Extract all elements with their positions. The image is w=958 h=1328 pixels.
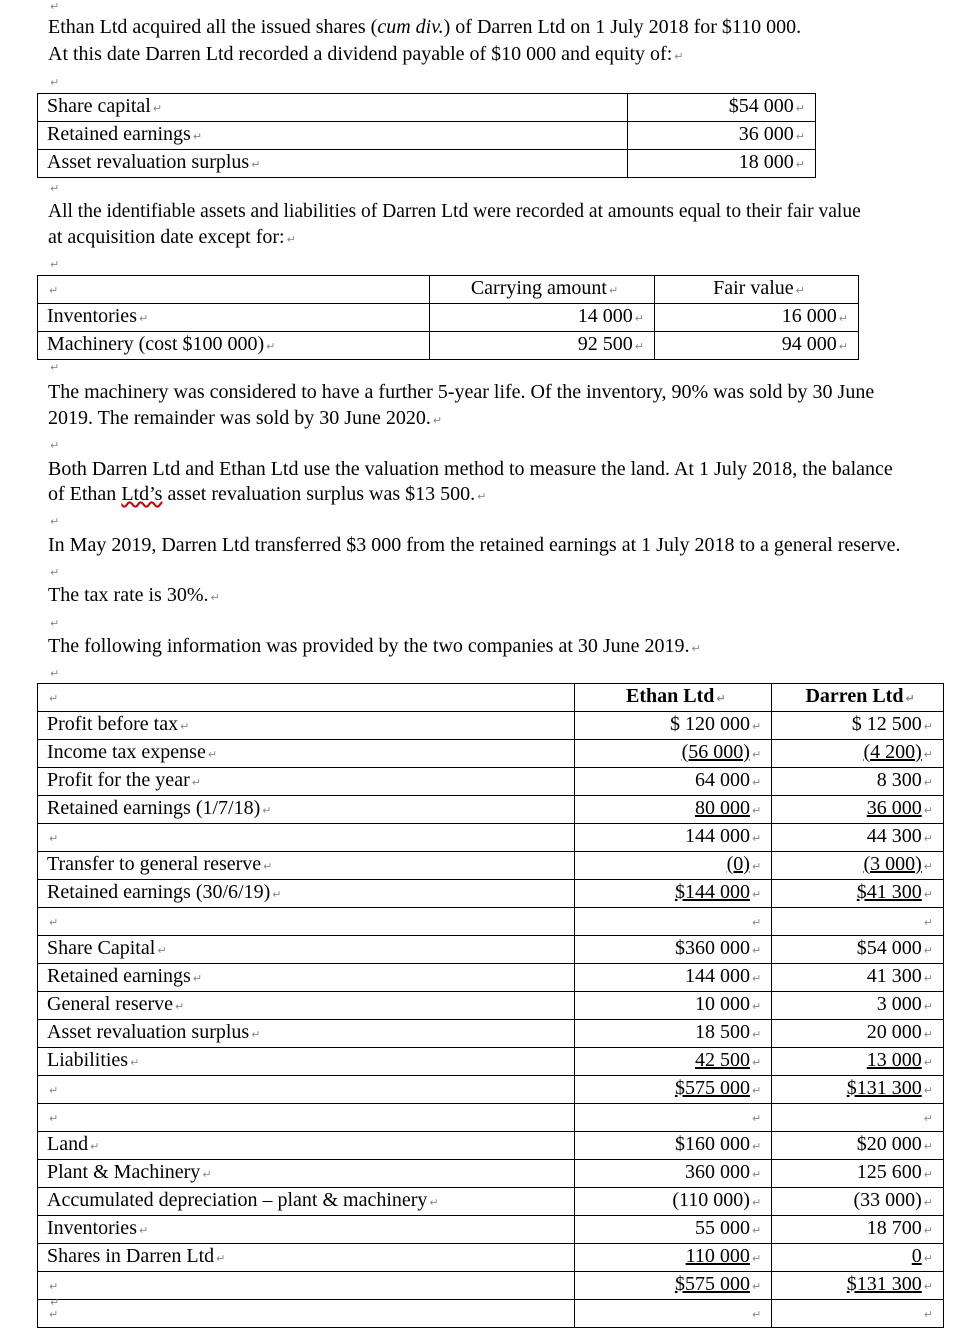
cell-mark: ↵: [49, 832, 59, 845]
cell-mark: ↵: [838, 340, 848, 353]
ethan-value-text: $575 000: [674, 1077, 750, 1099]
darren-value: [772, 712, 944, 740]
header-fair: [655, 276, 859, 304]
equity-label-text: Share capital: [47, 95, 151, 117]
header-carrying-text: Carrying amount: [470, 277, 607, 299]
darren-value: [772, 1076, 944, 1104]
row-label-text: Retained earnings (30/6/19): [47, 881, 271, 903]
fair-value-text-1: All the identifiable assets and liabilities of Darren Ltd were recorded at amounts equal to their fair value: [48, 201, 861, 222]
ethan-value-text: 80 000: [694, 797, 750, 819]
fv-carrying-text: 14 000: [577, 305, 633, 327]
table-row: [38, 824, 944, 852]
row-label: [38, 1216, 575, 1244]
table-row: [38, 852, 944, 880]
cell-mark: ↵: [49, 916, 59, 929]
cell-mark: ↵: [751, 748, 762, 761]
table-row: [38, 964, 944, 992]
transfer-text: In May 2019, Darren Ltd transferred $3 000 from the retained earnings at 1 July 2018 to a general reserve.: [48, 534, 901, 556]
darren-value-text: (33 000): [853, 1189, 922, 1211]
ethan-value: [575, 796, 772, 824]
cell-mark: ↵: [49, 284, 59, 297]
darren-value-text: $20 000: [856, 1133, 922, 1155]
ethan-value-text: $575 000: [674, 1273, 750, 1295]
darren-value: [772, 1244, 944, 1272]
fv-fair: [655, 332, 859, 360]
header-blank: [38, 276, 430, 304]
darren-value: [772, 768, 944, 796]
paragraph-mark: ↵: [50, 617, 60, 630]
row-label-text: Share Capital: [47, 937, 156, 959]
ethan-value-text: $144 000: [674, 881, 750, 903]
blank-cell: [772, 1300, 944, 1328]
ethan-value: [575, 1216, 772, 1244]
financial-table: [37, 683, 944, 1328]
darren-value-text: 44 300: [866, 825, 922, 847]
table-header-row: [38, 276, 859, 304]
ethan-value: [575, 936, 772, 964]
equity-table: [37, 93, 816, 178]
table-row: [38, 150, 816, 178]
paragraph-mark: ↵: [50, 76, 60, 89]
darren-value: [772, 824, 944, 852]
ethan-value-text: (110 000): [672, 1189, 750, 1211]
header-carrying: [430, 276, 655, 304]
row-label: [38, 964, 575, 992]
darren-value-text: 0: [911, 1245, 922, 1267]
paragraph-mark: ↵: [50, 258, 60, 271]
equity-value-text: 18 000: [738, 151, 794, 173]
table-row: [38, 1160, 944, 1188]
fair-value-table: [37, 275, 859, 360]
cell-mark: ↵: [192, 972, 203, 985]
blank-cell: [38, 1300, 575, 1328]
cell-mark: ↵: [192, 130, 203, 143]
cell-mark: ↵: [923, 1224, 933, 1237]
cell-mark: ↵: [191, 776, 201, 789]
equity-value: [628, 94, 816, 122]
darren-value-text: 18 700: [866, 1217, 922, 1239]
cell-mark: ↵: [751, 720, 762, 733]
darren-value-text: 125 600: [856, 1161, 922, 1183]
cell-mark: ↵: [923, 1196, 933, 1209]
header-darren-text: Darren Ltd: [805, 685, 904, 707]
cell-mark: ↵: [138, 312, 149, 325]
row-label-text: Retained earnings: [47, 965, 191, 987]
machinery-text-1: The machinery was considered to have a further 5-year life. Of the inventory, 90% was sold by 30 June: [48, 381, 875, 403]
ethan-value: [575, 1272, 772, 1300]
table-row: [38, 1244, 944, 1272]
fv-fair-text: 94 000: [781, 333, 837, 355]
darren-value-text: $131 300: [846, 1273, 922, 1295]
ethan-value-text: $ 120 000: [669, 713, 750, 735]
equity-value-text: 36 000: [738, 123, 794, 145]
cell-mark: ↵: [175, 1000, 185, 1013]
paragraph-mark: ↵: [50, 566, 60, 579]
ethan-value-text: 110 000: [685, 1245, 750, 1267]
ethan-value: [575, 880, 772, 908]
row-label-text: Profit for the year: [47, 769, 190, 791]
cell-mark: ↵: [923, 1112, 933, 1125]
paragraph-mark: ↵: [50, 182, 60, 195]
row-label: [38, 1244, 575, 1272]
cell-mark: ↵: [923, 916, 933, 929]
ethan-value: [575, 1188, 772, 1216]
blank-cell: [772, 908, 944, 936]
ethan-value: [575, 852, 772, 880]
blank-cell: [38, 908, 575, 936]
cell-mark: ↵: [751, 1308, 762, 1321]
row-label-text: Plant & Machinery: [47, 1161, 201, 1183]
row-label-text: Income tax expense: [47, 741, 206, 763]
row-label: [38, 712, 575, 740]
cell-mark: ↵: [751, 1000, 762, 1013]
cell-mark: ↵: [923, 1028, 933, 1041]
ethan-value: [575, 1048, 772, 1076]
table-row: [38, 1076, 944, 1104]
cell-mark: ↵: [923, 1140, 933, 1153]
header-ethan-text: Ethan Ltd: [626, 685, 715, 707]
ethan-value-text: 144 000: [684, 825, 750, 847]
blank-cell: [772, 1104, 944, 1132]
row-label-text: Profit before tax: [47, 713, 179, 735]
cell-mark: ↵: [608, 284, 619, 297]
cell-mark: ↵: [751, 972, 762, 985]
darren-value: [772, 1020, 944, 1048]
cell-mark: ↵: [634, 340, 644, 353]
cell-mark: ↵: [138, 1224, 149, 1237]
cell-mark: ↵: [216, 1252, 226, 1265]
cell-mark: ↵: [272, 888, 282, 901]
cell-mark: ↵: [429, 1196, 439, 1209]
darren-value: [772, 992, 944, 1020]
cell-mark: ↵: [923, 1084, 933, 1097]
blank-cell: [575, 1104, 772, 1132]
darren-value-text: 8 300: [876, 769, 922, 791]
cell-mark: ↵: [795, 158, 805, 171]
cell-mark: ↵: [751, 860, 762, 873]
cell-mark: ↵: [49, 1084, 59, 1097]
cell-mark: ↵: [751, 1112, 762, 1125]
table-row: [38, 936, 944, 964]
cell-mark: ↵: [251, 158, 261, 171]
cell-mark: ↵: [180, 720, 190, 733]
paragraph-mark: ↵: [50, 1296, 60, 1309]
cell-mark: ↵: [751, 1028, 762, 1041]
ethan-value: [575, 1076, 772, 1104]
cell-mark: ↵: [751, 1168, 762, 1181]
cell-mark: ↵: [49, 1280, 59, 1293]
row-label: [38, 1048, 575, 1076]
darren-value: [772, 796, 944, 824]
ethan-value-text: $160 000: [674, 1133, 750, 1155]
cell-mark: ↵: [923, 1308, 933, 1321]
valuation-text-2: of Ethan Ltd’s asset revaluation surplus was $13 500. ↵: [48, 483, 487, 505]
cell-mark: ↵: [923, 972, 933, 985]
header-ethan: [575, 684, 772, 712]
fv-label: [38, 304, 430, 332]
cell-mark: ↵: [49, 692, 59, 705]
cell-mark: ↵: [751, 804, 762, 817]
ethan-value-text: 360 000: [684, 1161, 750, 1183]
table-row: [38, 796, 944, 824]
intro-line-1: Ethan Ltd acquired all the issued shares (cum div.) of Darren Ltd on 1 July 2018 for $110 000.: [48, 16, 802, 38]
darren-value: [772, 1132, 944, 1160]
paragraph-mark: ↵: [50, 515, 60, 528]
cell-mark: ↵: [751, 832, 762, 845]
fv-carrying: [430, 332, 655, 360]
cell-mark: ↵: [751, 1056, 762, 1069]
tax-text: The tax rate is 30%. ↵: [48, 584, 220, 606]
row-label: [38, 852, 575, 880]
cell-mark: ↵: [130, 1056, 140, 1069]
row-label-text: Retained earnings (1/7/18): [47, 797, 261, 819]
paragraph-mark: ↵: [50, 667, 60, 680]
row-label: [38, 1188, 575, 1216]
table-row: [38, 1132, 944, 1160]
equity-label: [38, 150, 628, 178]
fv-fair-text: 16 000: [781, 305, 837, 327]
cell-mark: ↵: [634, 312, 644, 325]
paragraph-mark: ↵: [50, 439, 60, 452]
ethan-value: [575, 992, 772, 1020]
fv-label-text: Inventories: [47, 305, 137, 327]
row-label: [38, 1076, 575, 1104]
table-row: [38, 332, 859, 360]
ethan-value: [575, 1132, 772, 1160]
darren-value-text: $131 300: [846, 1077, 922, 1099]
fv-fair: [655, 304, 859, 332]
darren-value: [772, 1188, 944, 1216]
intro-line-2: At this date Darren Ltd recorded a dividend payable of $10 000 and equity of: ↵: [48, 43, 684, 65]
row-label-text: Land: [47, 1133, 89, 1155]
darren-value: [772, 880, 944, 908]
cell-mark: ↵: [751, 1224, 762, 1237]
cell-mark: ↵: [923, 804, 933, 817]
table-row: [38, 1048, 944, 1076]
cell-mark: ↵: [202, 1168, 212, 1181]
table-row: [38, 1020, 944, 1048]
blank-cell: [38, 1104, 575, 1132]
darren-value: [772, 740, 944, 768]
row-label: [38, 992, 575, 1020]
table-row: [38, 768, 944, 796]
row-label: [38, 1272, 575, 1300]
row-label-text: Asset revaluation surplus: [47, 1021, 250, 1043]
machinery-text-2: 2019. The remainder was sold by 30 June 2020. ↵: [48, 407, 443, 429]
table-row: [38, 304, 859, 332]
cell-mark: ↵: [751, 1084, 762, 1097]
cell-mark: ↵: [923, 1252, 933, 1265]
darren-value: [772, 936, 944, 964]
ethan-value: [575, 712, 772, 740]
cell-mark: ↵: [751, 1280, 762, 1293]
cell-mark: ↵: [751, 1196, 762, 1209]
cell-mark: ↵: [157, 944, 167, 957]
row-label: [38, 1132, 575, 1160]
ethan-value: [575, 824, 772, 852]
cell-mark: ↵: [923, 776, 933, 789]
equity-label: [38, 94, 628, 122]
cell-mark: ↵: [923, 1056, 933, 1069]
cell-mark: ↵: [49, 1308, 59, 1321]
cell-mark: ↵: [207, 748, 218, 761]
cell-mark: ↵: [923, 748, 933, 761]
cell-mark: ↵: [838, 312, 848, 325]
fv-label-text: Machinery (cost $100 000): [47, 333, 265, 355]
darren-value: [772, 852, 944, 880]
ethan-value: [575, 740, 772, 768]
table-row: [38, 740, 944, 768]
ethan-value-text: 10 000: [694, 993, 750, 1015]
row-label: [38, 740, 575, 768]
cell-mark: ↵: [751, 1140, 762, 1153]
header-fair-text: Fair value: [713, 277, 794, 299]
ethan-value: [575, 964, 772, 992]
equity-label: [38, 122, 628, 150]
header-blank: [38, 684, 575, 712]
darren-value-text: 36 000: [866, 797, 922, 819]
cell-mark: ↵: [266, 340, 276, 353]
ethan-value-text: (56 000): [681, 741, 750, 763]
darren-value-text: 3 000: [876, 993, 922, 1015]
cell-mark: ↵: [716, 692, 726, 705]
ethan-value-text: $360 000: [674, 937, 750, 959]
blank-row: [38, 1104, 944, 1132]
darren-value: [772, 1272, 944, 1300]
ethan-value-text: 55 000: [694, 1217, 750, 1239]
row-label: [38, 880, 575, 908]
row-label: [38, 796, 575, 824]
row-label-text: General reserve: [47, 993, 174, 1015]
darren-value: [772, 1048, 944, 1076]
table-row: [38, 712, 944, 740]
cell-mark: ↵: [923, 888, 933, 901]
table-header-row: [38, 684, 944, 712]
cell-mark: ↵: [923, 944, 933, 957]
cell-mark: ↵: [923, 860, 933, 873]
cell-mark: ↵: [795, 284, 805, 297]
ethan-value-text: 42 500: [694, 1049, 750, 1071]
blank-row: [38, 1300, 944, 1328]
cell-mark: ↵: [49, 1112, 59, 1125]
cell-mark: ↵: [923, 1168, 933, 1181]
darren-value-text: (4 200): [863, 741, 922, 763]
cell-mark: ↵: [905, 692, 915, 705]
paragraph-mark: ↵: [50, 361, 60, 374]
row-label: [38, 824, 575, 852]
row-label-text: Liabilities: [47, 1049, 129, 1071]
darren-value-text: $ 12 500: [851, 713, 922, 735]
blank-row: [38, 908, 944, 936]
cell-mark: ↵: [751, 776, 762, 789]
ethan-value-text: 64 000: [694, 769, 750, 791]
cell-mark: ↵: [90, 1140, 100, 1153]
ethan-value: [575, 1020, 772, 1048]
cell-mark: ↵: [795, 102, 805, 115]
ethan-value: [575, 768, 772, 796]
equity-value: [628, 150, 816, 178]
darren-value: [772, 964, 944, 992]
table-row: [38, 1188, 944, 1216]
cell-mark: ↵: [751, 944, 762, 957]
row-label: [38, 1020, 575, 1048]
darren-value-text: (3 000): [863, 853, 922, 875]
darren-value-text: $54 000: [856, 937, 922, 959]
darren-value: [772, 1216, 944, 1244]
cell-mark: ↵: [923, 1280, 933, 1293]
table-row: [38, 94, 816, 122]
cell-mark: ↵: [251, 1028, 261, 1041]
cell-mark: ↵: [923, 720, 933, 733]
info-text: The following information was provided by the two companies at 30 June 2019. ↵: [48, 635, 701, 657]
darren-value: [772, 1160, 944, 1188]
cell-mark: ↵: [923, 832, 933, 845]
cell-mark: ↵: [263, 860, 273, 873]
cell-mark: ↵: [923, 1000, 933, 1013]
ethan-value-text: (0): [726, 853, 750, 875]
row-label-text: Transfer to general reserve: [47, 853, 262, 875]
cell-mark: ↵: [262, 804, 272, 817]
table-row: [38, 1272, 944, 1300]
equity-label-text: Retained earnings: [47, 123, 191, 145]
fair-value-text-2: at acquisition date except for: ↵: [48, 226, 296, 248]
row-label-text: Shares in Darren Ltd: [47, 1245, 215, 1267]
ethan-value-text: 144 000: [684, 965, 750, 987]
cell-mark: ↵: [751, 916, 762, 929]
row-label: [38, 936, 575, 964]
table-row: [38, 880, 944, 908]
table-row: [38, 992, 944, 1020]
blank-cell: [575, 908, 772, 936]
ethan-value: [575, 1160, 772, 1188]
equity-label-text: Asset revaluation surplus: [47, 151, 250, 173]
equity-value-text: $54 000: [728, 95, 794, 117]
cell-mark: ↵: [152, 102, 163, 115]
darren-value-text: 13 000: [866, 1049, 922, 1071]
cell-mark: ↵: [751, 1252, 762, 1265]
row-label-text: Accumulated depreciation – plant & machinery: [47, 1189, 428, 1211]
fv-carrying: [430, 304, 655, 332]
equity-value: [628, 122, 816, 150]
ethan-value: [575, 1244, 772, 1272]
blank-cell: [575, 1300, 772, 1328]
row-label: [38, 1160, 575, 1188]
darren-value-text: 20 000: [866, 1021, 922, 1043]
fv-label: [38, 332, 430, 360]
header-darren: [772, 684, 944, 712]
table-row: [38, 1216, 944, 1244]
fv-carrying-text: 92 500: [577, 333, 633, 355]
cell-mark: ↵: [795, 130, 805, 143]
paragraph-mark: ↵: [50, 0, 60, 13]
row-label-text: Inventories: [47, 1217, 137, 1239]
row-label: [38, 768, 575, 796]
ethan-value-text: 18 500: [694, 1021, 750, 1043]
darren-value-text: 41 300: [866, 965, 922, 987]
table-row: [38, 122, 816, 150]
darren-value-text: $41 300: [856, 881, 922, 903]
valuation-text-1: Both Darren Ltd and Ethan Ltd use the valuation method to measure the land. At 1 July 2018, the balance: [48, 458, 893, 480]
cell-mark: ↵: [751, 888, 762, 901]
